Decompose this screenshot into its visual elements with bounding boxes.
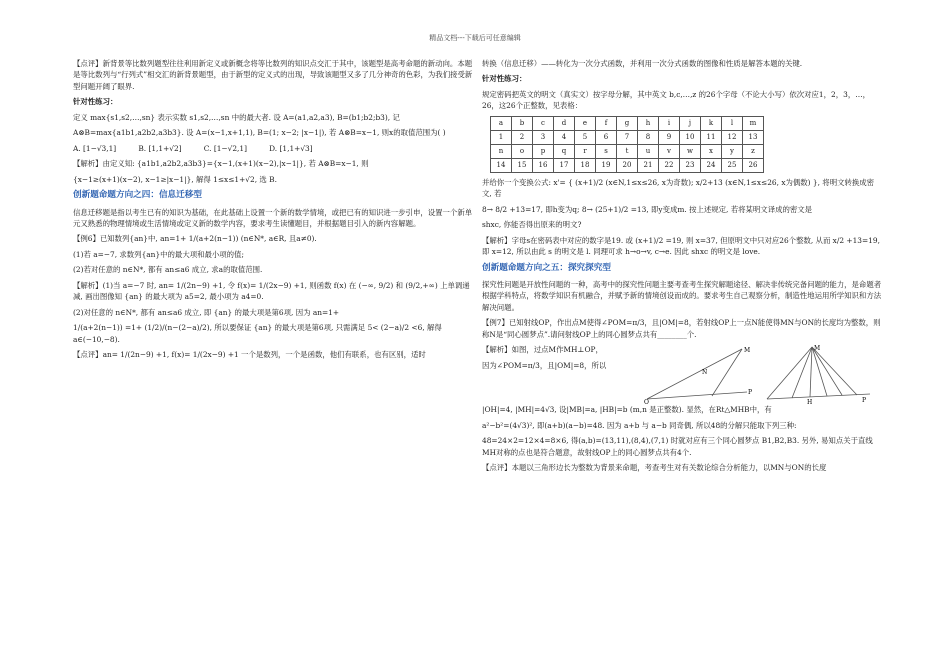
table-cell: 16 bbox=[533, 158, 554, 172]
point-m2-label: M bbox=[814, 345, 821, 353]
table-cell: 22 bbox=[659, 158, 680, 172]
table-cell: t bbox=[617, 144, 638, 158]
comment-text: 【点评】an= 1/(2n−9) +1, f(x)= 1/(2x−9) +1 一个是数列，一个是函数，他们有联系，也有区别，适时 bbox=[73, 350, 426, 360]
table-row bbox=[491, 130, 764, 144]
solution-part-2: (2)对任意的 n∈N*, 都有 an≤a6 成立, 即 {an} 的最大项是第6项, 因为 an=1+ bbox=[73, 307, 340, 317]
table-cell: 15 bbox=[512, 158, 533, 172]
solution-result: {x−1≥(x+1)(x−2), x−1≥|x−1|}, 解得 1≤x≤1+√2, 选 B. bbox=[73, 174, 277, 184]
table-cell: 26 bbox=[743, 158, 764, 172]
cipher-solution: 【解析】字母s在密码表中对应的数字是19. 或 (x+1)/2 =19, 则 x=37, 但原明文中只对应26个整数, 从而 x/2 +13=19, 即 x=12, 所以由此 s 的明文是 l. 同理可求 h→o→v, c→e. 因此 shxc 的明文是 love. bbox=[482, 235, 880, 257]
table-cell: x bbox=[701, 144, 722, 158]
solution-part-1: 【解析】(1)当 a=−7 时, an= 1/(2n−9) +1, 令 f(x)= 1/(2x−9) +1, 则函数 f(x) 在 (−∞, 9/2) 和 (9/2,+∞) 上单调递减, 画出图像知 {an} 的最大项为 a5=2, 最小项为 a4=0. bbox=[73, 280, 470, 302]
table-cell: g bbox=[617, 116, 638, 130]
table-cell: 10 bbox=[680, 130, 701, 144]
cipher-question: shxc, 你能否得出原来的明文? bbox=[482, 220, 582, 230]
continuation-text: 转换（信息迁移）——转化为一次分式函数，并利用一次分式函数的图像和性质是解答本题的关键. bbox=[482, 59, 803, 68]
solution-part-2b: 1/(a+2(n−1)) =1+ (1/2)/(n−(2−a)/2), 所以要保证 {an} 的最大项是第6项, 只需满足 5< (2−a)/2 <6, 解得 a∈(−10,−8). bbox=[73, 323, 442, 344]
point-p-label: P bbox=[748, 389, 753, 397]
section-title: 创新题命题方向之五：探究探究型 bbox=[482, 262, 611, 273]
problem-text: A⊗B=max{a1b1,a2b2,a3b3}. 设 A=(x−1,x+1,1), B=(1; x−2; |x−1|), 若 A⊗B=x−1, 则x的取值范围为( ) bbox=[73, 128, 446, 138]
point-m-label: M bbox=[744, 347, 751, 355]
table-cell: 5 bbox=[575, 130, 596, 144]
page-header: 精品文档---下载后可任意编辑 bbox=[429, 34, 521, 42]
table-cell: 13 bbox=[743, 130, 764, 144]
table-cell: 4 bbox=[554, 130, 575, 144]
solution-step-5: 48=24×2=12×4=8×6, 得(a,b)=(13,11),(8,4),(7,1) 时就对应有三个同心圆梦点 B1,B2,B3. 另外, 易知点关于直线MH对称的点也是符合题意，故射线OP上的同心圆梦点共有4个. bbox=[482, 436, 873, 457]
table-cell: a bbox=[491, 116, 512, 130]
point-o-label: O bbox=[644, 399, 649, 405]
table-cell: v bbox=[659, 144, 680, 158]
right-column bbox=[482, 58, 882, 478]
table-cell: 3 bbox=[533, 130, 554, 144]
table-cell: j bbox=[680, 116, 701, 130]
transform-formula: 并给你一个变换公式: x'= { (x+1)/2 (x∈N,1≤x≤26, x为奇数); x/2+13 (x∈N,1≤x≤26, x为偶数) }, 将明文转换成密文, 若 bbox=[482, 177, 875, 199]
comment-paragraph: 【点评】新背景等比数列题型往往利用新定义或新概念将等比数列的知识点交汇于其中，该题型是高考命题的新动向。本题是等比数列与“行列式”相交汇的新背景题型，由于新型的定义式的出现，导致该题型又多了几分神奇的色彩，为我们接受新型问题开阔了眼界. bbox=[73, 59, 473, 91]
point-n-label: N bbox=[702, 369, 708, 377]
table-cell: k bbox=[701, 116, 722, 130]
comment-text: 【点评】本题以三角形边长为整数为背景来命题，考查考生对有关数论综合分析能力，以MN与ON的长度 bbox=[482, 463, 827, 473]
point-p2-label: P bbox=[862, 397, 867, 405]
table-row bbox=[491, 116, 764, 130]
table-cell: 12 bbox=[722, 130, 743, 144]
left-column bbox=[73, 58, 473, 365]
transform-example: 8→ 8/2 +13=17, 即h变为q; 8→ (25+1)/2 =13, 即y变成m. 按上述规定, 若将某明文译成的密文是 bbox=[482, 204, 813, 214]
cipher-intro: 规定密码把英文的明文（真实文）按字母分解，其中英文 b,c,…,z 的26个字母（不论大小写）依次对应1，2，3，…，26，这26个正整数，见表格： bbox=[482, 89, 870, 111]
table-cell: q bbox=[554, 144, 575, 158]
table-cell: n bbox=[491, 144, 512, 158]
table-cell: 2 bbox=[512, 130, 533, 144]
table-cell: d bbox=[554, 116, 575, 130]
section-intro: 探究性问题是开放性问题的一种，高考中的探究性问题主要考查考生探究解题途径、解决非传统完备问题的能力，是命题者根据学科特点，将数学知识有机融合，并赋予新的情境创设而成的。要求考生自己观察分析，制造性地运用所学知识和方法解决问题。 bbox=[482, 280, 882, 312]
table-cell: 21 bbox=[638, 158, 659, 172]
table-cell: i bbox=[659, 116, 680, 130]
table-cell: 25 bbox=[722, 158, 743, 172]
table-cell: e bbox=[575, 116, 596, 130]
table-cell: c bbox=[533, 116, 554, 130]
table-cell: s bbox=[596, 144, 617, 158]
solution-step-1: 【解析】如图，过点M作MH⊥OP， bbox=[482, 345, 603, 355]
table-cell: u bbox=[638, 144, 659, 158]
table-cell: f bbox=[596, 116, 617, 130]
table-cell: h bbox=[638, 116, 659, 130]
practice-heading: 针对性练习： bbox=[482, 74, 527, 84]
example-7: 【例7】已知射线OP，作出点M使得∠POM=π/3，且|OM|=8，若射线OP上一点N能使得MN与ON的长度均为整数，则称N是“同心圆梦点”.请问射线OP上的同心圆梦点共有________个. bbox=[482, 318, 881, 339]
table-cell: r bbox=[575, 144, 596, 158]
table-cell: z bbox=[743, 144, 764, 158]
table-cell: 20 bbox=[617, 158, 638, 172]
table-cell: 7 bbox=[617, 130, 638, 144]
example-6: 【例6】已知数列{an}中, an=1+ 1/(a+2(n−1)) (n∈N*, a∈R, 且a≠0). bbox=[73, 234, 317, 244]
table-cell: 24 bbox=[701, 158, 722, 172]
practice-heading: 针对性练习： bbox=[73, 97, 118, 107]
solution-step-4: a²−b²=(4√3)², 即(a+b)(a−b)=48. 因为 a+b 与 a−b 同奇偶, 所以48的分解只能取下列三种: bbox=[482, 420, 797, 430]
definition-text: 定义 max{s1,s2,…,sn} 表示实数 s1,s2,…,sn 中的最大者. 设 A=(a1,a2,a3), B=(b1;b2;b3), 记 bbox=[73, 112, 400, 122]
section-title: 创新题命题方向之四：信息迁移型 bbox=[73, 190, 202, 201]
table-cell: 1 bbox=[491, 130, 512, 144]
table-cell: 14 bbox=[491, 158, 512, 172]
table-cell: p bbox=[533, 144, 554, 158]
table-cell: 8 bbox=[638, 130, 659, 144]
table-row bbox=[491, 158, 764, 172]
solution-step-3: |OH|=4, |MH|=4√3, 设|MB|=a, |HB|=b (m,n 是正整数). 显然，在Rt△MHB中，有 bbox=[482, 405, 772, 415]
table-cell: m bbox=[743, 116, 764, 130]
table-row bbox=[491, 144, 764, 158]
solution-text: 【解析】由定义知: {a1b1,a2b2,a3b3}={x−1,(x+1)(x−2),|x−1|}, 若 A⊗B=x−1, 则 bbox=[73, 159, 369, 169]
table-cell: o bbox=[512, 144, 533, 158]
table-cell: l bbox=[722, 116, 743, 130]
answer-options: A. [1−√3,1] B. [1,1+√2] C. [1−√2,1] D. [1,1+√3] bbox=[73, 143, 313, 153]
table-cell: 17 bbox=[554, 158, 575, 172]
table-cell: y bbox=[722, 144, 743, 158]
letter-number-table bbox=[490, 116, 764, 173]
table-cell: 18 bbox=[575, 158, 596, 172]
geometry-figure bbox=[642, 344, 872, 404]
table-cell: 9 bbox=[659, 130, 680, 144]
table-cell: 19 bbox=[596, 158, 617, 172]
section-intro: 信息迁移题是指以考生已有的知识为基础，在此基础上设置一个新的数学情境，或把已有的知识进一步引申，设置一个新单元又熟悉的物理情境或生活情境或定义新的数学内容，要求考生读懂题目，并根据题目引入的新内容解题。 bbox=[73, 207, 473, 228]
table-cell: 6 bbox=[596, 130, 617, 144]
table-cell: 11 bbox=[701, 130, 722, 144]
point-h-label: H bbox=[807, 399, 813, 405]
table-cell: w bbox=[680, 144, 701, 158]
solution-step-2: 因为∠POM=π/3，且|OM|=8，所以 bbox=[482, 360, 607, 370]
table-cell: 23 bbox=[680, 158, 701, 172]
question-2: (2)若对任意的 n∈N*, 都有 an≤a6 成立, 求a的取值范围. bbox=[73, 265, 263, 275]
table-cell: b bbox=[512, 116, 533, 130]
question-1: (1)若 a=−7, 求数列{an}中的最大项和最小项的值; bbox=[73, 249, 244, 259]
